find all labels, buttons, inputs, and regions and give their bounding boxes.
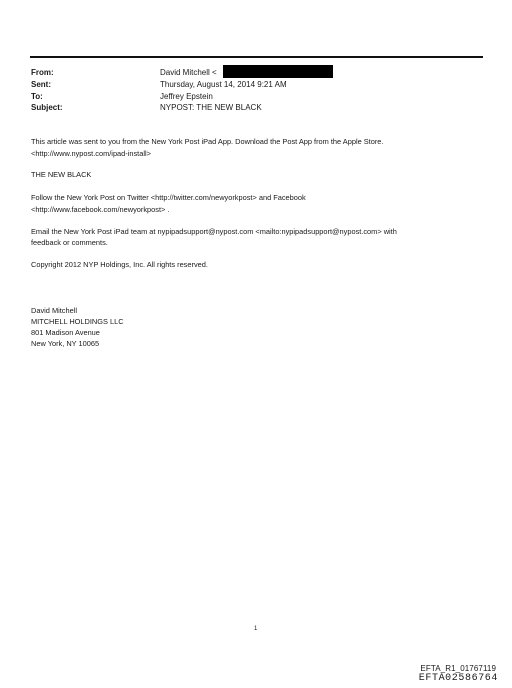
signature-company: MITCHELL HOLDINGS LLC xyxy=(31,317,124,326)
email-support-line2: feedback or comments. xyxy=(31,238,108,247)
signature-name: David Mitchell xyxy=(31,306,78,315)
article-headline: THE NEW BLACK xyxy=(31,170,92,179)
social-line2: <http://www.facebook.com/newyorkpost> . xyxy=(31,205,170,214)
from-value: David Mitchell < xyxy=(160,68,217,77)
bates-stamp-id: EFTA02586764 xyxy=(418,673,498,684)
subject-label: Subject: xyxy=(31,103,63,112)
page-number: 1 xyxy=(254,626,258,632)
redaction-bar xyxy=(223,65,333,78)
body-intro-line1: This article was sent to you from the New York Post iPad App. Download the Post App from the Apple Store. xyxy=(31,137,384,146)
header-divider xyxy=(30,56,483,58)
sent-label: Sent: xyxy=(31,80,51,89)
signature-street: 801 Madison Avenue xyxy=(31,328,100,337)
bates-stamp-r1: EFTA_R1_01767119 xyxy=(420,664,496,673)
to-label: To: xyxy=(31,92,43,101)
body-intro-link[interactable]: <http://www.nypost.com/ipad-install> xyxy=(31,149,151,158)
signature-city: New York, NY 10065 xyxy=(31,339,100,348)
copyright-text: Copyright 2012 NYP Holdings, Inc. All rights reserved. xyxy=(31,260,208,269)
subject-value: NYPOST: THE NEW BLACK xyxy=(160,103,262,112)
email-support-line1: Email the New York Post iPad team at nypipadsupport@nypost.com <mailto:nypipadsupport@nypost.com> with xyxy=(31,227,397,236)
from-label: From: xyxy=(31,68,54,77)
sent-value: Thursday, August 14, 2014 9:21 AM xyxy=(160,80,287,89)
to-value: Jeffrey Epstein xyxy=(160,92,213,101)
social-line1: Follow the New York Post on Twitter <http://twitter.com/newyorkpost> and Facebook xyxy=(31,193,306,202)
